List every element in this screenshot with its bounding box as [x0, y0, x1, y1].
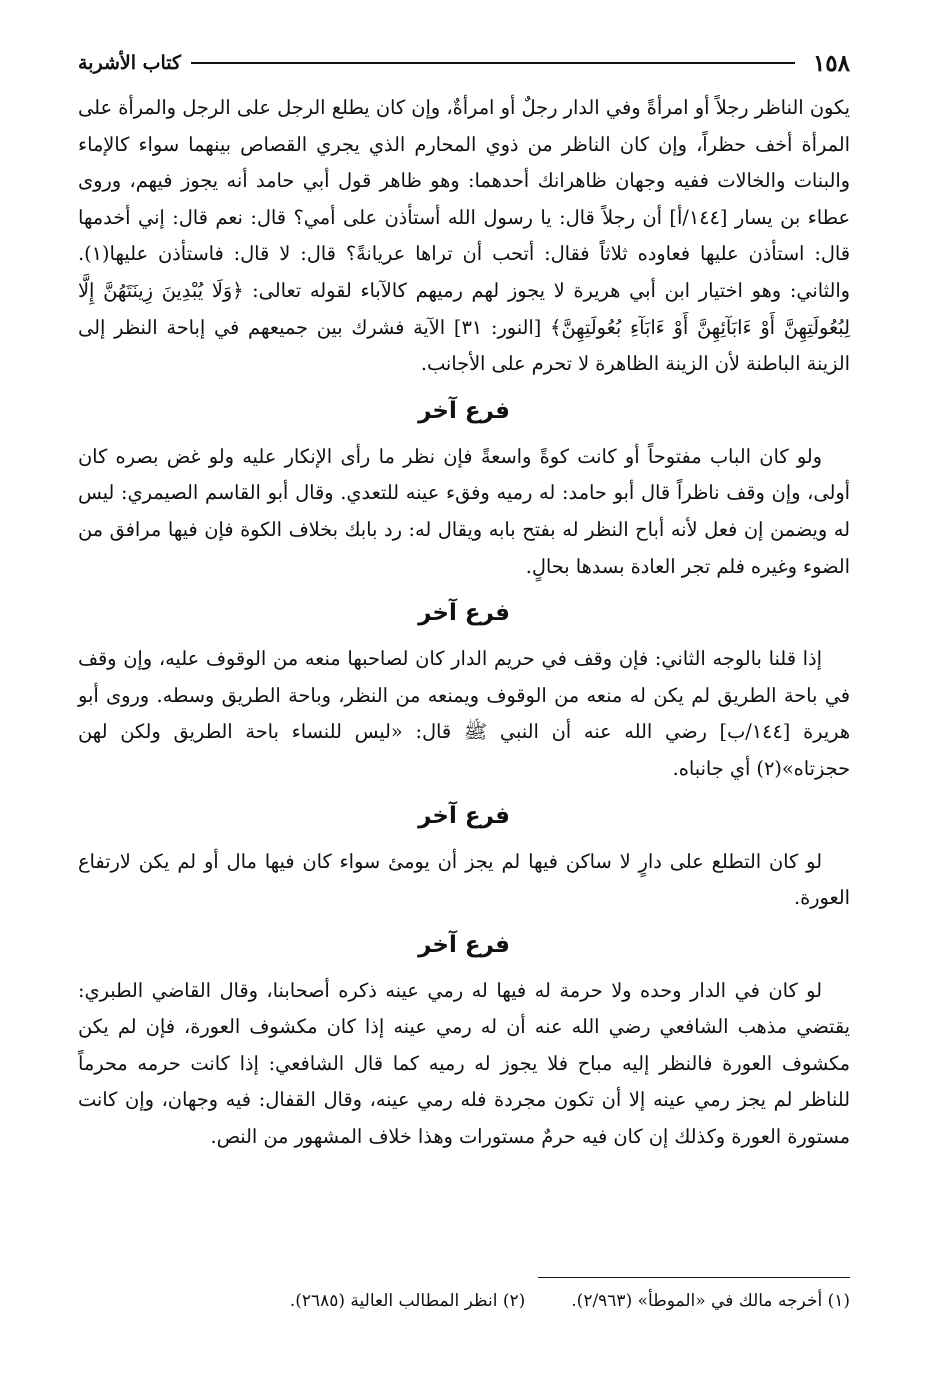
section-heading-2: فرع آخر — [418, 600, 510, 627]
footnotes — [78, 1277, 850, 1314]
header-rule — [191, 62, 795, 64]
page-header — [78, 42, 850, 84]
footnote-1: (١) أخرجه مالك في «الموطأ» (٢/٩٦٣). — [571, 1291, 850, 1311]
footnote-2: (٢) انظر المطالب العالية (٢٦٨٥). — [289, 1291, 526, 1311]
section-heading-4: فرع آخر — [418, 931, 510, 958]
body-paragraph-2: ولو كان الباب مفتوحاً أو كانت كوةً واسعةً فإن نظر ما رأى الإنكار عليه ولو غض بصره كان أولى، وإن وقف ناظراً قال أبو حامد: له رميه وفقء عينه للتعدي. وقال أبو القاسم الصيمري: ليس له ويضمن إن فعل لأنه أباح النظر له بفتح بابه ويقال له: رد بابك بخلاف الكوة فإن فيها مرافق من الضوء وغيره فلم تجر العادة بسدها بحالٍ. — [78, 444, 850, 578]
book-page — [78, 42, 850, 1156]
body-paragraph-3: إذا قلنا بالوجه الثاني: فإن وقف في حريم الدار كان لصاحبها منعه من الوقوف عليه، وإن وقف في باحة الطريق لم يكن له منعه من الوقوف ويمنعه من النظر، وباحة الطريق وسطه. وروى أبو هريرة [١٤٤/ب] رضي الله عنه أن النبي ﷺ قال: «ليس للنساء باحة الطريق ولكن لهن حجزتاه»(٢) أي جانباه. — [78, 647, 850, 780]
body-paragraph-4: لو كان التطلع على دارٍ لا ساكن فيها لم يجز أن يومئ سواء كان فيها مال أو لم يكن لارتفاع العورة. — [78, 849, 850, 910]
footnote-rule — [538, 1277, 850, 1278]
section-heading-1: فرع آخر — [418, 397, 510, 424]
section-heading-3: فرع آخر — [418, 802, 510, 829]
page-number: ١٥٨ — [812, 49, 850, 77]
body-paragraph-1: يكون الناظر رجلاً أو امرأةً وفي الدار رجلٌ أو امرأةٌ، وإن كان يطلع الرجل على الرجل والمرأة على المرأة أخف حظراً، وإن كان الناظر من ذوي المحارم الذي يجري القصاص بينهما سواء كالإماء والبنات والخالات ففيه وجهان ظاهرانك أحدهما: وهو ظاهر قول أبي حامد أنه يجوز فيهم، وروى عطاء بن يسار [١٤٤/أ] أن رجلاً قال: يا رسول الله أستأذن على أمي؟ قال: نعم قال: إني أخدمها قال: استأذن عليها فعاوده ثلاثاً فقال: أتحب أن تراها عريانةً؟ قال: لا قال: فاستأذن عليها(١). والثاني: وهو اختيار ابن أبي هريرة لا يجوز لهم رميهم كالآباء لقوله تعالى: ﴿وَلَا يُبْدِينَ زِينَتَهُنَّ إِلَّا لِبُعُولَتِهِنَّ أَوْ ءَابَآئِهِنَّ أَوْ ءَابَآءِ بُعُولَتِهِنَّ﴾ [النور: ٣١] الآية فشرك بين جميعهم في إباحة النظر إلى الزينة الباطنة لأن الزينة الظاهرة لا تحرم على الأجانب. — [78, 96, 850, 376]
body-paragraph-5: لو كان في الدار وحده ولا حرمة له فيها له رمي عينه ذكره أصحابنا، وقال القاضي الطبري: يقتضي مذهب الشافعي رضي الله عنه أن له رمي عينه إذا كان مكشوف العورة، فإن لم يكن مكشوف العورة فالنظر إليه مباح فلا يجوز له رميه كما قال الشافعي: إذا كانت حرمه محرماً للناظر لم يجز رمي عينه إلا أن تكون مجردة فله رمي عينه، وقال القفال: فيه وجهان، وإن كانت مستورة العورة وكذلك إن كان فيه حرمٌ مستورات وهذا خلاف المشهور من النص. — [78, 978, 850, 1149]
book-title: كتاب الأشربة — [78, 52, 182, 74]
footnote-row — [78, 1288, 850, 1314]
